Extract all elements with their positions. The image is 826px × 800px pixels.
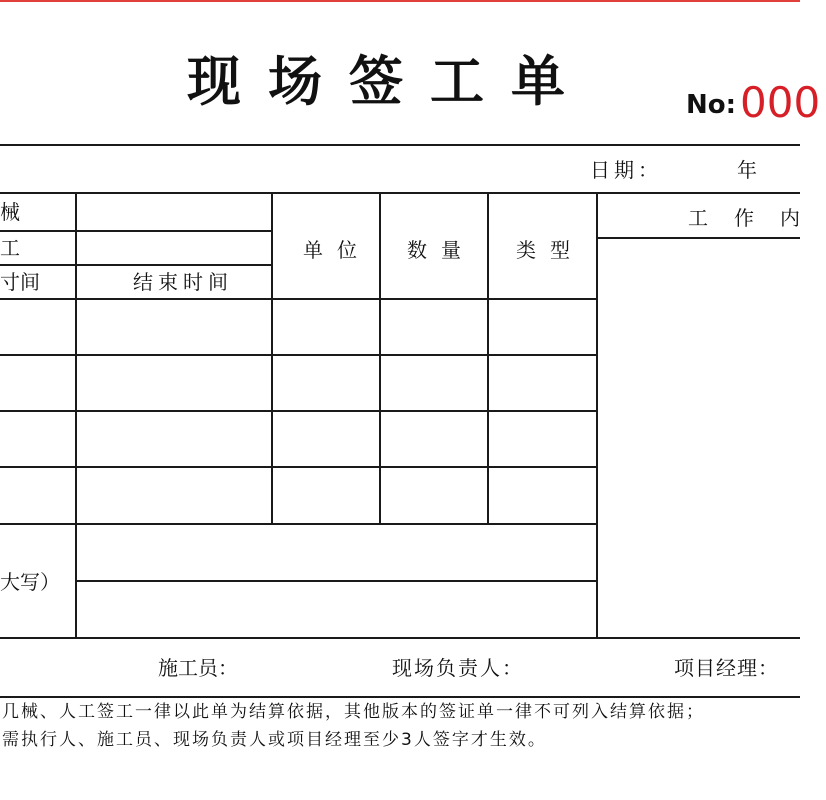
- table-cell: [76, 468, 272, 523]
- table-cell: [272, 356, 380, 410]
- quantity-header: 数量: [407, 238, 475, 262]
- table-cell: [272, 468, 380, 523]
- table-cell: [380, 356, 488, 410]
- total-amount-field: [77, 525, 596, 580]
- note-line: 几械、人工签工一律以此单为结算依据，其他版本的签证单一律不可列入结算依据；: [2, 702, 705, 722]
- total-amount-label: 大写）: [0, 570, 60, 594]
- work-content-area: [598, 239, 800, 637]
- type-header: 类型: [516, 238, 584, 262]
- site-manager-signature-label: 现场负责人：: [392, 656, 524, 680]
- table-cell: [0, 356, 76, 410]
- table-row: [0, 356, 596, 410]
- serial-number-value: 000: [740, 78, 821, 127]
- form-title: 现场签工单: [187, 50, 592, 113]
- end-time-header: 结束时间: [133, 270, 233, 294]
- date-label: 日期：: [590, 158, 662, 182]
- start-time-header: 寸间: [0, 270, 40, 294]
- serial-number-label: No:: [686, 90, 737, 120]
- machinery-label: 械: [0, 200, 20, 224]
- table-row: [0, 300, 596, 354]
- worker-signature-label: 施工员：: [158, 656, 238, 680]
- notes-divider-line: [0, 696, 800, 698]
- table-cell: [0, 300, 76, 354]
- table-cell: [380, 468, 488, 523]
- table-cell: [380, 300, 488, 354]
- table-cell: [380, 412, 488, 466]
- table-cell: [76, 356, 272, 410]
- table-cell: [488, 356, 596, 410]
- total-amount-words-field: [77, 582, 596, 637]
- table-cell: [76, 412, 272, 466]
- labor-label: 工: [0, 236, 20, 260]
- unit-header: 单位: [303, 238, 371, 262]
- table-line: [0, 230, 272, 232]
- table-cell: [0, 468, 76, 523]
- table-cell: [488, 300, 596, 354]
- table-bottom-line: [0, 637, 800, 639]
- work-content-header: 工作内: [688, 206, 826, 230]
- top-border-line: [0, 0, 800, 2]
- table-top-line: [0, 192, 800, 194]
- table-cell: [488, 412, 596, 466]
- header-divider-line: [0, 144, 800, 146]
- table-cell: [0, 412, 76, 466]
- table-cell: [488, 468, 596, 523]
- table-cell: [272, 300, 380, 354]
- table-line: [0, 264, 272, 266]
- note-line: 需执行人、施工员、现场负责人或项目经理至少3人签字才生效。: [2, 730, 547, 750]
- project-manager-signature-label: 项目经理：: [674, 656, 779, 680]
- year-label: 年: [737, 158, 757, 182]
- table-cell: [272, 412, 380, 466]
- table-cell: [76, 300, 272, 354]
- table-row: [0, 468, 596, 523]
- table-row: [0, 412, 596, 466]
